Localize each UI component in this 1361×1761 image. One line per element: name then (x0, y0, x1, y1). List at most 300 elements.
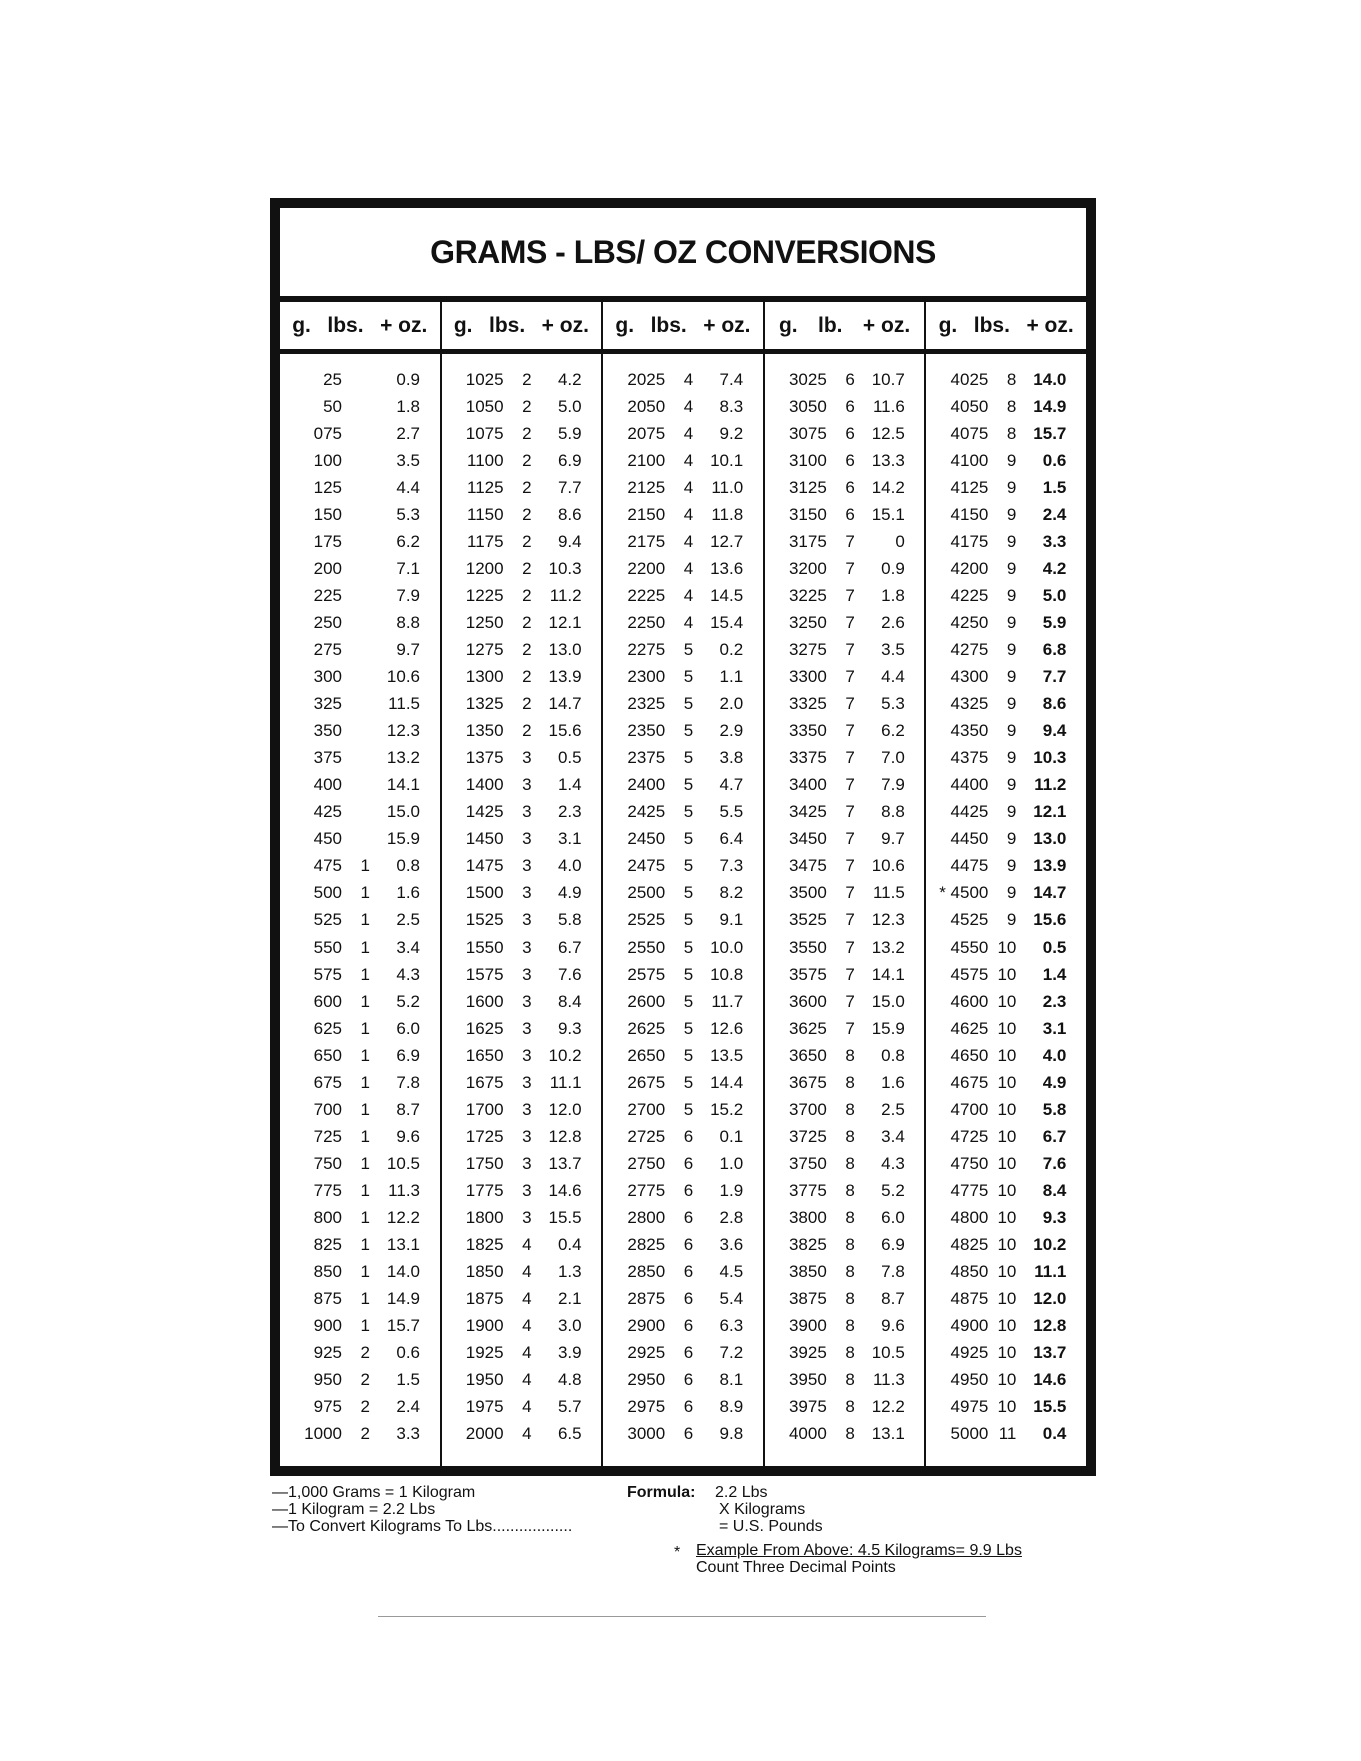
table-row (603, 1259, 763, 1286)
grams-cell: 4850 (950, 1262, 989, 1282)
table-row (442, 420, 602, 447)
grams-cell: 4050 (950, 396, 989, 416)
grams-cell: 1400 (465, 775, 504, 795)
pounds-cell: 9 (1006, 667, 1017, 687)
grams-cell: 1525 (465, 910, 504, 930)
table-row (926, 1015, 1086, 1042)
ounces-cell: 10.3 (548, 558, 582, 578)
table-row (442, 1123, 602, 1150)
pounds-cell: 2 (360, 1343, 370, 1363)
table-row (765, 880, 925, 907)
pounds-cell: 1 (360, 1235, 370, 1255)
pounds-cell: 7 (845, 775, 855, 795)
ounces-cell: 9.6 (396, 1126, 420, 1146)
grams-cell: 650 (313, 1045, 342, 1065)
ounces-cell: 0.1 (719, 1126, 744, 1146)
table-row (765, 1177, 925, 1204)
ounces-cell: 3.5 (396, 450, 420, 470)
pounds-cell: 10 (997, 1099, 1017, 1119)
table-row (926, 528, 1086, 555)
pounds-cell: 8 (845, 1424, 855, 1444)
ounces-cell: 8.2 (719, 883, 744, 903)
ounces-cell: 4.8 (557, 1370, 582, 1390)
pounds-cell: 6 (683, 1289, 694, 1309)
ounces-cell: 0 (895, 531, 905, 551)
ounces-cell: 12.3 (386, 721, 420, 741)
grams-cell: 1025 (465, 369, 504, 389)
table-row (765, 1259, 925, 1286)
table-row (603, 718, 763, 745)
table-row (765, 1232, 925, 1259)
table-row (280, 393, 440, 420)
table-row (926, 880, 1086, 907)
pounds-cell: 9 (1006, 639, 1017, 659)
pounds-cell: 2 (360, 1397, 370, 1417)
grams-cell: 1575 (465, 964, 504, 984)
table-row (442, 799, 602, 826)
pounds-cell: 5 (683, 775, 694, 795)
column-header (765, 302, 925, 354)
pounds-cell: 9 (1006, 531, 1017, 551)
ounces-cell: 14.4 (710, 1072, 744, 1092)
grams-cell: 350 (313, 721, 342, 741)
pounds-cell: 1 (360, 1289, 370, 1309)
table-row (765, 745, 925, 772)
grams-cell: 4450 (950, 829, 989, 849)
table-row (442, 1204, 602, 1231)
pounds-cell: 8 (845, 1099, 855, 1119)
grams-cell: 1800 (465, 1207, 504, 1227)
header-oz: + oz. (862, 313, 911, 337)
ounces-cell: 11.5 (872, 883, 905, 903)
ounces-cell: 14.6 (548, 1180, 582, 1200)
pounds-cell: 9 (1006, 883, 1017, 903)
table-row (442, 1367, 602, 1394)
grams-cell: 3425 (788, 802, 827, 822)
ounces-cell: 8.4 (557, 991, 582, 1011)
example-text: Example From Above: 4.5 Kilograms= 9.9 Lbs (696, 1542, 1022, 1559)
table-row (765, 664, 925, 691)
ounces-cell: 6.7 (557, 937, 582, 957)
pounds-cell: 4 (683, 612, 694, 632)
ounces-cell: 2.0 (719, 694, 744, 714)
pounds-cell: 1 (360, 937, 370, 957)
table-row (765, 1150, 925, 1177)
grams-cell: 1125 (467, 477, 504, 497)
ounces-cell: 7.7 (1042, 667, 1067, 687)
table-row (280, 853, 440, 880)
table-row (926, 772, 1086, 799)
table-row (765, 1096, 925, 1123)
formula-title: Formula: (627, 1484, 696, 1501)
grams-cell: 4400 (950, 775, 989, 795)
ounces-cell: 5.9 (557, 423, 582, 443)
table-row (442, 1421, 602, 1448)
table-row (603, 1313, 763, 1340)
grams-cell: 4925 (950, 1343, 989, 1363)
grams-cell: 1600 (465, 991, 504, 1011)
table-row (765, 474, 925, 501)
grams-cell: 2575 (627, 964, 666, 984)
grams-cell: 2775 (627, 1180, 666, 1200)
pounds-cell: 8 (845, 1235, 855, 1255)
table-row (280, 1096, 440, 1123)
table-row (603, 772, 763, 799)
pounds-cell: 5 (683, 1018, 694, 1038)
table-row (280, 1015, 440, 1042)
pounds-cell: 7 (845, 612, 855, 632)
grams-cell: 1325 (465, 694, 504, 714)
table-row (442, 853, 602, 880)
table-row (442, 1259, 602, 1286)
ounces-cell: 2.6 (881, 612, 905, 632)
pounds-cell: 4 (683, 585, 694, 605)
grams-cell: 1550 (465, 937, 504, 957)
pounds-cell: 3 (522, 1099, 532, 1119)
pounds-cell: 9 (1006, 477, 1017, 497)
grams-cell: 3600 (788, 991, 827, 1011)
table-row (926, 1177, 1086, 1204)
pounds-cell: 4 (683, 504, 694, 524)
grams-cell: 3350 (788, 721, 827, 741)
table-row (765, 1394, 925, 1421)
ounces-cell: 9.2 (719, 423, 744, 443)
pounds-cell: 6 (845, 450, 855, 470)
formula-label (627, 1484, 695, 1501)
ounces-cell: 1.8 (881, 585, 905, 605)
grams-cell: 4575 (950, 964, 989, 984)
pounds-cell: 11 (998, 1424, 1017, 1444)
grams-cell: 2850 (627, 1262, 666, 1282)
pounds-cell: 6 (845, 423, 855, 443)
ounces-cell: 1.4 (557, 775, 582, 795)
pounds-cell: 8 (1006, 396, 1017, 416)
table-row (926, 366, 1086, 393)
grams-cell: 750 (313, 1153, 342, 1173)
grams-cell: 1175 (467, 531, 504, 551)
table-row (926, 718, 1086, 745)
table-row (603, 664, 763, 691)
pounds-cell: 3 (522, 910, 532, 930)
ounces-cell: 0.6 (1042, 450, 1067, 470)
grams-cell: 175 (313, 531, 342, 551)
column-rows (765, 354, 925, 1448)
ounces-cell: 4.4 (881, 667, 905, 687)
ounces-cell: 15.0 (386, 802, 420, 822)
ounces-cell: 7.6 (557, 964, 582, 984)
table-row (442, 1286, 602, 1313)
table-row (603, 1069, 763, 1096)
table-row (442, 636, 602, 663)
table-row (280, 1286, 440, 1313)
grams-cell: 4175 (950, 531, 989, 551)
ounces-cell: 6.2 (881, 721, 905, 741)
pounds-cell: 9 (1006, 829, 1017, 849)
ounces-cell: 14.0 (1033, 369, 1067, 389)
pounds-cell: 4 (522, 1370, 532, 1390)
table-row (765, 1313, 925, 1340)
grams-cell: 4200 (950, 558, 989, 578)
table-row (603, 528, 763, 555)
table-row (603, 691, 763, 718)
ounces-cell: 12.0 (548, 1099, 582, 1119)
table-row (442, 582, 602, 609)
pounds-cell: 10 (997, 1153, 1017, 1173)
table-row (926, 934, 1086, 961)
pounds-cell: 1 (360, 1262, 370, 1282)
grams-cell: 3450 (788, 829, 827, 849)
grams-cell: 425 (313, 802, 342, 822)
grams-cell: 2550 (627, 937, 666, 957)
ounces-cell: 11.3 (388, 1180, 420, 1200)
grams-cell: 1700 (465, 1099, 504, 1119)
table-row (765, 718, 925, 745)
table-row (765, 501, 925, 528)
ounces-cell: 0.9 (396, 369, 420, 389)
grams-cell: 125 (313, 477, 342, 497)
pounds-cell: 2 (522, 639, 532, 659)
grams-cell: 2400 (627, 775, 666, 795)
grams-cell: 1875 (465, 1289, 504, 1309)
table-row (926, 664, 1086, 691)
grams-cell: 2675 (627, 1072, 666, 1092)
ounces-cell: 5.2 (881, 1180, 905, 1200)
table-row (765, 961, 925, 988)
pounds-cell: 4 (683, 450, 694, 470)
ounces-cell: 13.6 (710, 558, 744, 578)
column-4 (765, 302, 927, 1466)
ounces-cell: 6.0 (881, 1207, 905, 1227)
pounds-cell: 4 (683, 396, 694, 416)
grams-cell: 3750 (788, 1153, 827, 1173)
grams-cell: 3875 (788, 1289, 827, 1309)
ounces-cell: 5.8 (557, 910, 582, 930)
ounces-cell: 2.7 (396, 423, 420, 443)
pounds-cell: 10 (997, 991, 1017, 1011)
table-row (926, 1367, 1086, 1394)
pounds-cell: 4 (683, 558, 694, 578)
ounces-cell: 3.3 (1042, 531, 1067, 551)
table-row (280, 988, 440, 1015)
pounds-cell: 6 (683, 1343, 694, 1363)
table-row (442, 501, 602, 528)
ounces-cell: 7.9 (881, 775, 905, 795)
table-row (442, 474, 602, 501)
ounces-cell: 4.7 (719, 775, 744, 795)
pounds-cell: 3 (522, 937, 532, 957)
grams-cell: 700 (313, 1099, 342, 1119)
ounces-cell: 1.1 (719, 667, 744, 687)
ounces-cell: 11.0 (711, 477, 744, 497)
table-row (280, 1340, 440, 1367)
grams-cell: 400 (313, 775, 342, 795)
ounces-cell: 12.2 (386, 1207, 420, 1227)
grams-cell: 2475 (627, 856, 666, 876)
table-row (765, 907, 925, 934)
grams-cell: 1425 (465, 802, 504, 822)
ounces-cell: 7.6 (1042, 1153, 1067, 1173)
grams-cell: 1825 (465, 1235, 504, 1255)
grams-cell: 975 (313, 1397, 342, 1417)
table-row (603, 988, 763, 1015)
ounces-cell: 8.6 (1042, 694, 1067, 714)
table-row (280, 691, 440, 718)
ounces-cell: 11.1 (1034, 1262, 1067, 1282)
ounces-cell: 12.8 (1033, 1316, 1067, 1336)
pounds-cell: 10 (997, 1072, 1017, 1092)
ounces-cell: 8.4 (1042, 1180, 1067, 1200)
table-row (280, 366, 440, 393)
table-row (280, 907, 440, 934)
header-g: g. (938, 313, 958, 337)
grams-cell: 2025 (627, 369, 666, 389)
table-row (280, 1259, 440, 1286)
column-header (280, 302, 440, 354)
pounds-cell: 4 (522, 1397, 532, 1417)
pounds-cell: 10 (997, 1180, 1017, 1200)
pounds-cell: 4 (522, 1316, 532, 1336)
header-oz: + oz. (703, 313, 751, 337)
ounces-cell: 11.5 (388, 694, 420, 714)
table-row (280, 718, 440, 745)
table-row (603, 745, 763, 772)
grams-cell: 2325 (627, 694, 666, 714)
grams-cell: 4600 (950, 991, 989, 1011)
table-row (603, 1150, 763, 1177)
table-row (280, 1150, 440, 1177)
grams-cell: 1050 (465, 396, 504, 416)
pounds-cell: 1 (360, 1045, 370, 1065)
ounces-cell: 10.6 (871, 856, 905, 876)
table-row (926, 1123, 1086, 1150)
pounds-cell: 10 (997, 964, 1017, 984)
pounds-cell: 9 (1006, 450, 1017, 470)
table-row (926, 555, 1086, 582)
grams-cell: 775 (313, 1180, 342, 1200)
pounds-cell: 6 (845, 369, 855, 389)
pounds-cell: 1 (360, 856, 370, 876)
grams-cell: 4725 (950, 1126, 989, 1146)
pounds-cell: 9 (1006, 585, 1017, 605)
pounds-cell: 4 (522, 1343, 532, 1363)
table-row (280, 799, 440, 826)
grams-cell: 2150 (627, 504, 666, 524)
table-row (765, 853, 925, 880)
pounds-cell: 1 (360, 991, 370, 1011)
pounds-cell: 5 (683, 964, 694, 984)
ounces-cell: 12.1 (548, 612, 582, 632)
table-row (603, 1394, 763, 1421)
ounces-cell: 3.0 (557, 1316, 582, 1336)
table-row (926, 420, 1086, 447)
pounds-cell: 4 (683, 369, 694, 389)
table-row (442, 988, 602, 1015)
table-row (603, 961, 763, 988)
table-row (442, 1015, 602, 1042)
table-row (765, 609, 925, 636)
pounds-cell: 1 (360, 1207, 370, 1227)
ounces-cell: 7.7 (557, 477, 582, 497)
pounds-cell: 6 (845, 504, 855, 524)
ounces-cell: 3.4 (396, 937, 420, 957)
pounds-cell: 9 (1006, 721, 1017, 741)
table-row (765, 799, 925, 826)
ounces-cell: 4.9 (1042, 1072, 1067, 1092)
column-rows (926, 354, 1086, 1448)
table-row (603, 474, 763, 501)
ounces-cell: 5.0 (557, 396, 582, 416)
grams-cell: 4350 (950, 721, 989, 741)
ounces-cell: 5.4 (719, 1289, 744, 1309)
table-row (926, 474, 1086, 501)
pounds-cell: 5 (683, 1045, 694, 1065)
grams-cell: 525 (313, 910, 342, 930)
pounds-cell: 2 (522, 558, 532, 578)
ounces-cell: 13.7 (548, 1153, 582, 1173)
table-row (280, 1177, 440, 1204)
pounds-cell: 9 (1006, 558, 1017, 578)
ounces-cell: 0.6 (396, 1343, 420, 1363)
grams-cell: 4100 (950, 450, 989, 470)
grams-cell: 2975 (627, 1397, 666, 1417)
grams-cell: 1075 (465, 423, 504, 443)
table-row (603, 1096, 763, 1123)
table-row (765, 420, 925, 447)
pounds-cell: 8 (845, 1045, 855, 1065)
pounds-cell: 6 (683, 1153, 694, 1173)
table-row (926, 1204, 1086, 1231)
pounds-cell: 7 (845, 667, 855, 687)
pounds-cell: 5 (683, 721, 694, 741)
grams-cell: 4950 (950, 1370, 989, 1390)
ounces-cell: 9.3 (557, 1018, 582, 1038)
table-row (280, 664, 440, 691)
grams-cell: 3225 (788, 585, 827, 605)
grams-cell: 2300 (627, 667, 666, 687)
ounces-cell: 2.3 (1042, 991, 1067, 1011)
grams-cell: 3550 (788, 937, 827, 957)
grams-cell: 3100 (788, 450, 827, 470)
grams-cell: 2750 (627, 1153, 666, 1173)
grams-cell: 4225 (950, 585, 989, 605)
pounds-cell: 5 (683, 883, 694, 903)
pounds-cell: 7 (845, 964, 855, 984)
table-row (926, 826, 1086, 853)
pounds-cell: 4 (522, 1424, 532, 1444)
ounces-cell: 6.7 (1042, 1126, 1067, 1146)
grams-cell: 2075 (627, 423, 666, 443)
ounces-cell: 2.4 (1042, 504, 1067, 524)
header-oz: + oz. (380, 313, 428, 337)
grams-cell: 1100 (467, 450, 504, 470)
pounds-cell: 6 (683, 1262, 694, 1282)
pounds-cell: 1 (360, 1180, 370, 1200)
pounds-cell: 2 (522, 450, 532, 470)
ounces-cell: 15.7 (1033, 423, 1067, 443)
table-row (926, 501, 1086, 528)
ounces-cell: 8.3 (719, 396, 744, 416)
grams-cell: 4650 (950, 1045, 989, 1065)
grams-cell: 4875 (950, 1289, 989, 1309)
pounds-cell: 6 (683, 1207, 694, 1227)
header-oz: + oz. (1026, 313, 1074, 337)
table-row (442, 664, 602, 691)
table-row (442, 1069, 602, 1096)
grams-cell: 325 (313, 694, 342, 714)
ounces-cell: 5.2 (396, 991, 420, 1011)
note-line-1: —1,000 Grams = 1 Kilogram (272, 1484, 476, 1501)
column-header (442, 302, 602, 354)
